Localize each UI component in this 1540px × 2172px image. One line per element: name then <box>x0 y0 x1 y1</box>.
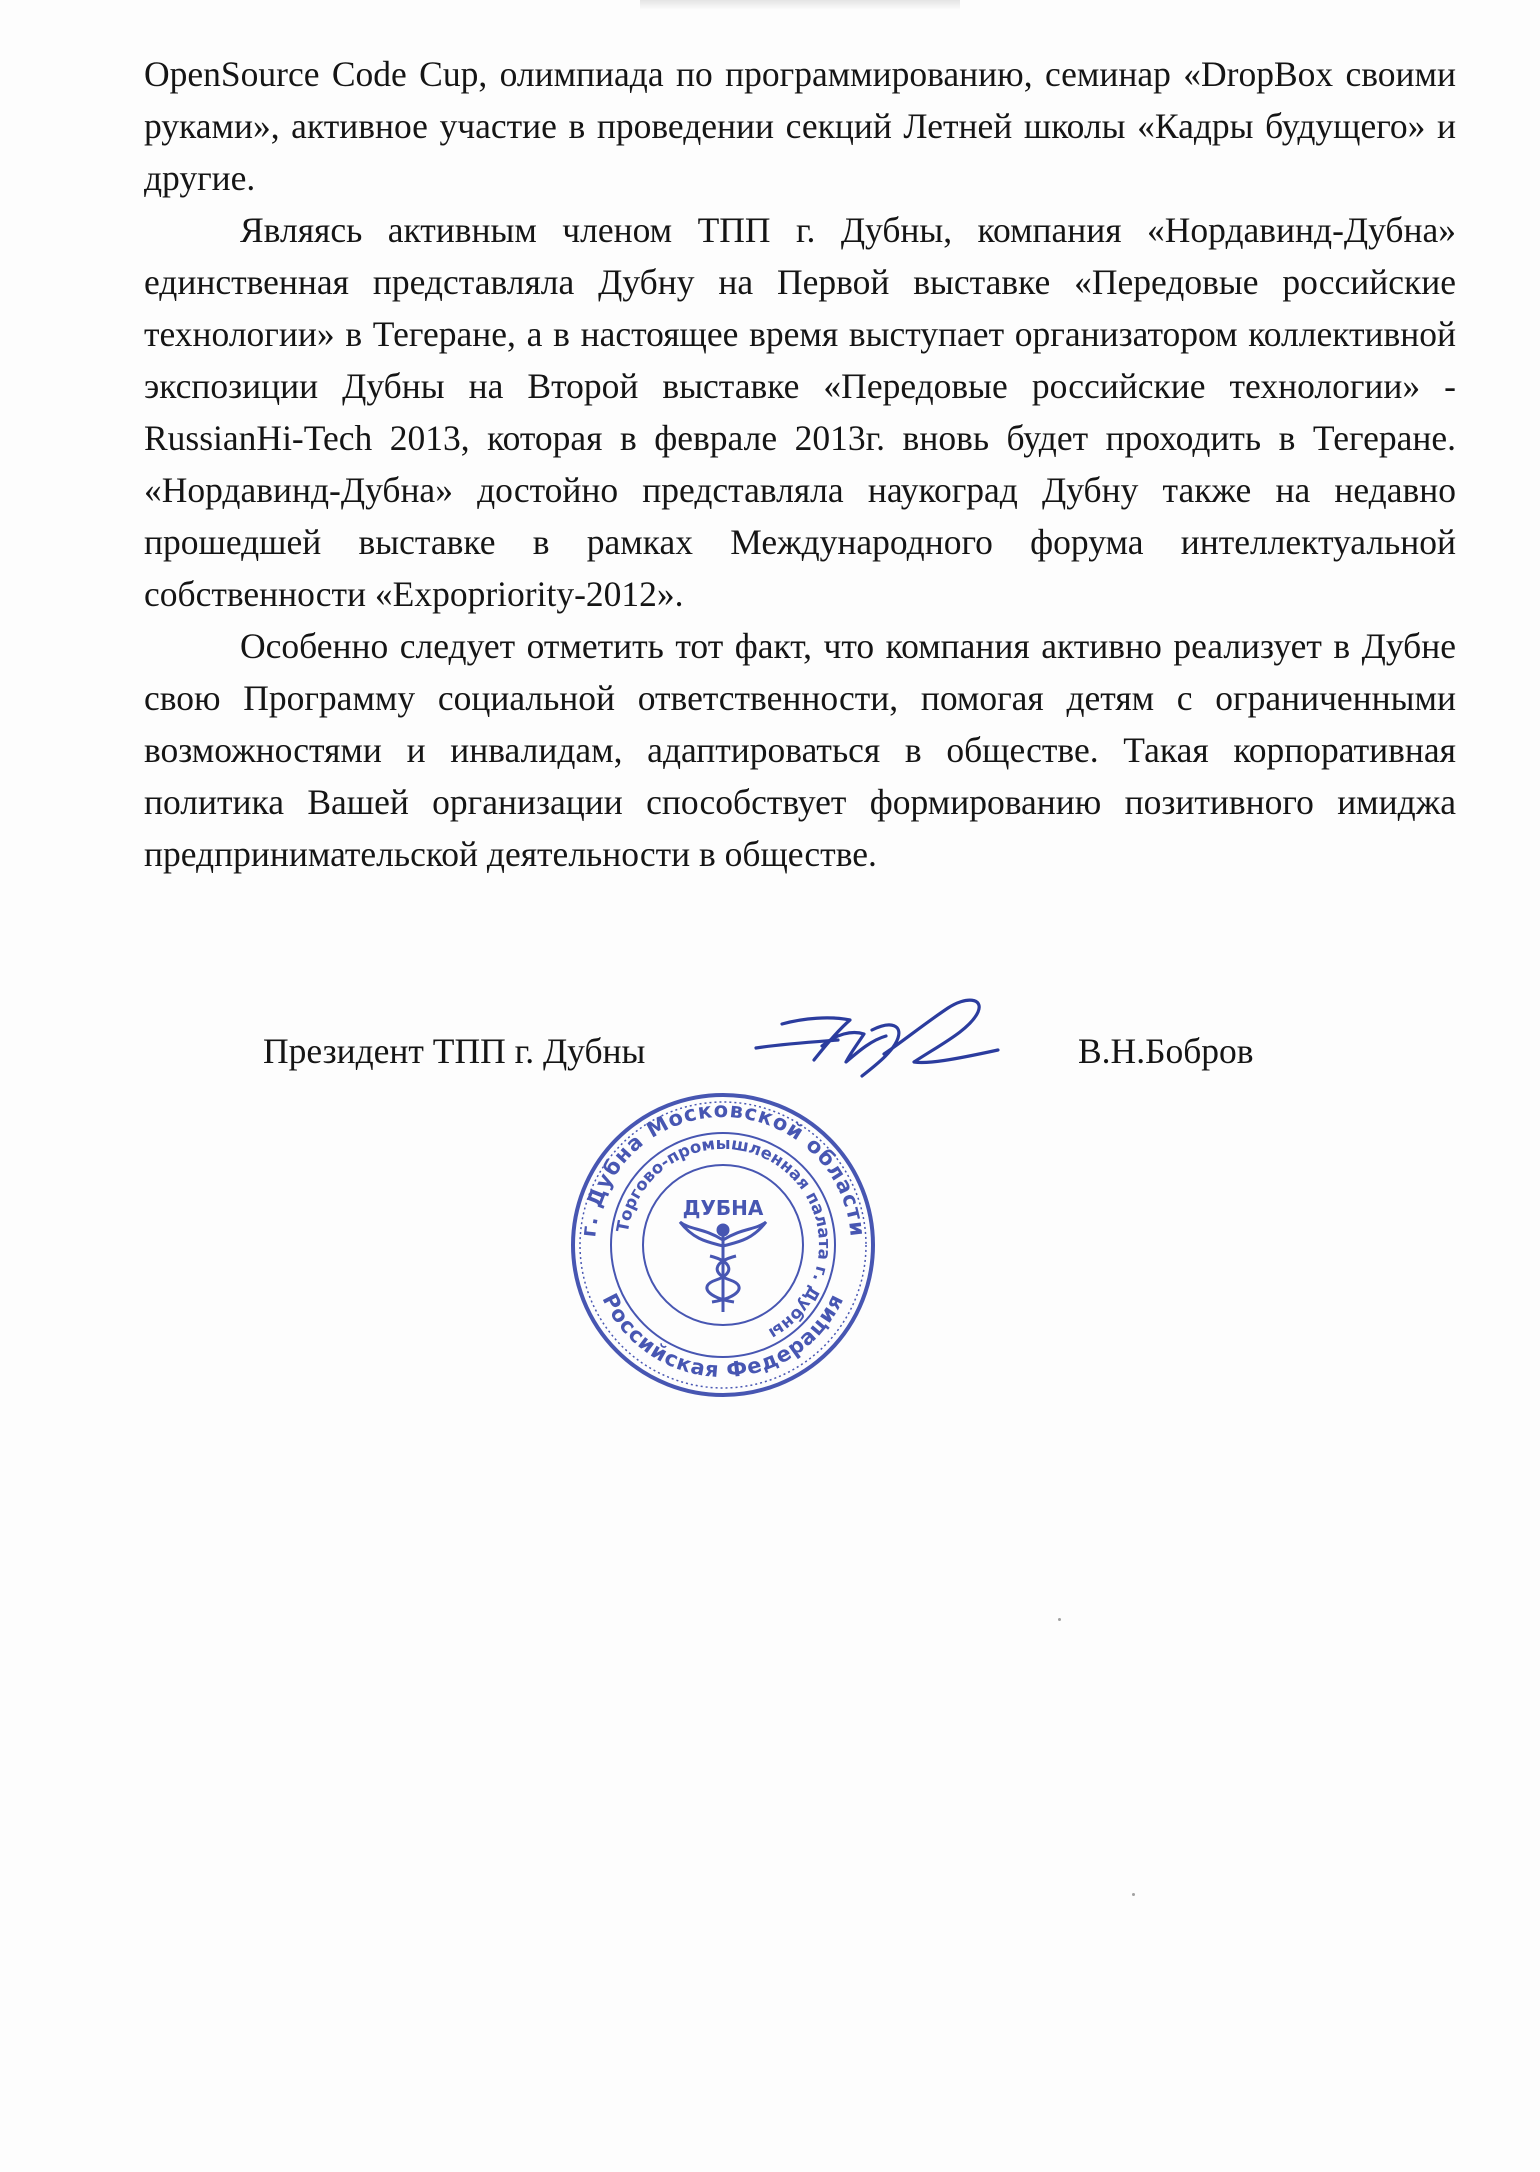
letter-body <box>144 48 1456 880</box>
scan-speck <box>1132 1893 1135 1896</box>
paragraph-membership: Являясь активным членом ТПП г. Дубны, компания «Нордавинд-Дубна» единственная представляла Дубну на Первой выставке «Передовые российские технологии» в Тегеране, а в настоящее время выступает организатором коллективной экспозиции Дубны на Второй выставке «Передовые российские технологии» - RussianHi-Tech 2013, которая в феврале 2013г. вновь будет проходить в Тегеране. «Нордавинд-Дубна» достойно представляла наукоград Дубну также на недавно прошедшей выставке в рамках Международного форума интеллектуальной собственности «Expopriority-2012». <box>144 210 1456 614</box>
stamp-center-text: ДУБНА <box>682 1196 764 1220</box>
stamp-inner-ring-text: Торгово-промышленная палата г. Дубны <box>612 1133 835 1344</box>
stamp-outer-top-text: г. Дубна Московской области <box>576 1097 870 1239</box>
scan-shadow <box>640 0 960 10</box>
signatory-name: В.Н.Бобров <box>1078 1031 1254 1071</box>
paragraph-social-responsibility: Особенно следует отметить тот факт, что компания активно реализует в Дубне свою Программу социальной ответственности, помогая детям с ограниченными возможностями и инвалидам, адаптироваться в обществе. Такая корпоративная политика Вашей организации способствует формированию позитивного имиджа предпринимательской деятельности в обществе. <box>144 626 1456 874</box>
stamp-outer-bottom-text: Российская Федерация <box>597 1289 849 1383</box>
caduceus-emblem-icon <box>680 1222 766 1312</box>
scan-speck <box>1058 1618 1061 1621</box>
handwritten-signature <box>752 990 1002 1105</box>
signatory-title: Президент ТПП г. Дубны <box>263 1031 646 1071</box>
paragraph-continuation: OpenSource Code Cup, олимпиада по программированию, семинар «DropBox своими руками», активное участие в проведении секций Летней школы «Кадры будущего» и другие. <box>144 54 1456 198</box>
official-stamp <box>568 1090 878 1400</box>
signature-block <box>0 1010 1540 1100</box>
